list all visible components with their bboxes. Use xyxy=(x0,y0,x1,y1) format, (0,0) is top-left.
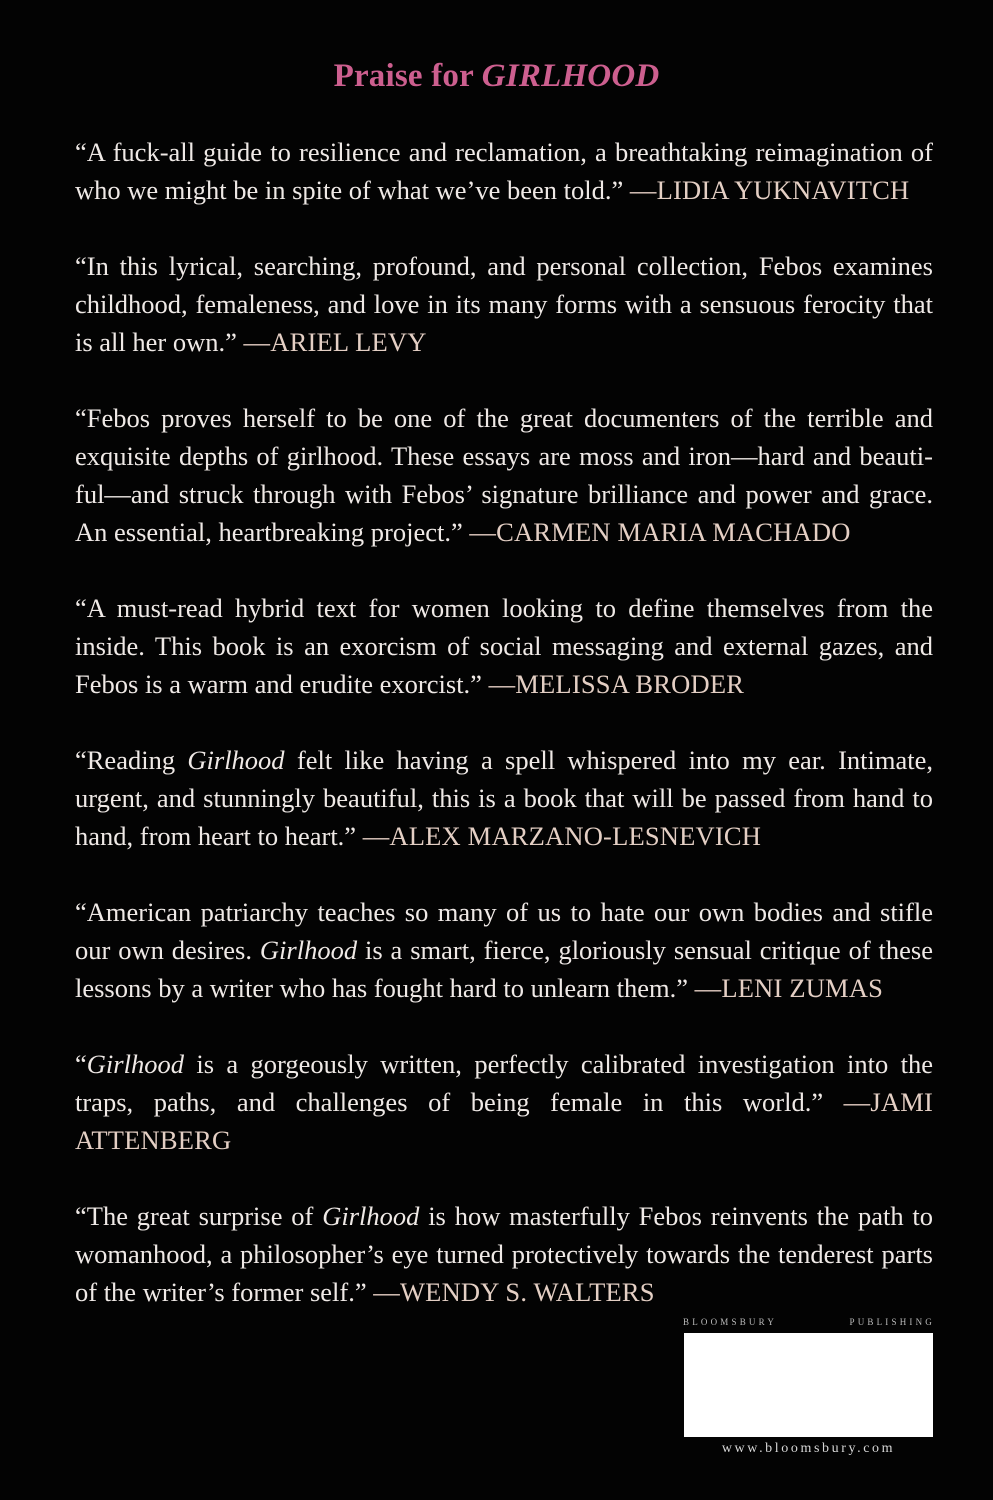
praise-quote xyxy=(75,133,933,209)
quote-text: is how masterfully Febos reinvents the path to womanhood, a philosopher’s eye turned protectively towards the tenderest parts of the writer’s former self.” xyxy=(75,1201,933,1307)
quote-text: is a smart, fierce, gloriously sensual critique of these lessons by a writer who has fought hard to unlearn them.” xyxy=(75,935,933,1003)
quote-attribution: —ARIEL LEVY xyxy=(243,327,427,357)
quote-text: “A must-read hybrid text for women looking to define themselves from the inside. This book is an exorcism of social messaging and external gazes, and Febos is a warm and erudite exorcist.” xyxy=(75,593,933,699)
praise-quote xyxy=(75,399,933,551)
quote-text: “In this lyrical, searching, profound, and personal collection, Febos examines childhood, femaleness, and love in its many forms with a sensuous ferocity that is all her own.” xyxy=(75,251,933,357)
book-title-italic: Girlhood xyxy=(322,1201,420,1231)
quote-text: “A fuck-all guide to resilience and reclamation, a breathtaking reimagination of who we might be in spite of what we’ve been told.” xyxy=(75,137,933,205)
book-title-italic: Girlhood xyxy=(259,935,358,965)
title-prefix: Praise for xyxy=(333,58,482,94)
praise-quote xyxy=(75,893,933,1007)
praise-quote xyxy=(75,1045,933,1159)
quote-text: felt like having a spell whispered into my ear. Intimate, urgent, and stunningly beautiful, this is a book that will be passed from hand to hand, from heart to heart.” xyxy=(75,745,933,851)
quote-attribution: —LENI ZUMAS xyxy=(694,973,884,1003)
quote-attribution: —JAMI ATTENBERG xyxy=(75,1087,933,1155)
praise-quote xyxy=(75,589,933,703)
publisher-website: www.bloomsbury.com xyxy=(721,1441,896,1456)
praise-quote xyxy=(75,247,933,361)
praise-quote xyxy=(75,741,933,855)
quote-attribution: —ALEX MARZANO-LESNEVICH xyxy=(362,821,762,851)
praise-quote xyxy=(75,1197,933,1311)
quote-attribution: —MELISSA BRODER xyxy=(488,669,745,699)
praise-quotes xyxy=(75,133,933,1349)
title-book-name: GIRLHOOD xyxy=(481,58,660,94)
quote-text: “American patriarchy teaches so many of us to hate our own bodies and stifle our own desires. xyxy=(75,897,933,965)
quote-text: is a gorgeously written, perfectly calibrated investigation into the traps, paths, and challenges of being female in this world.” xyxy=(75,1049,933,1117)
page-title xyxy=(0,58,993,95)
quote-text: “ xyxy=(75,1049,87,1079)
quote-text: “Reading xyxy=(75,745,188,775)
publisher-name: BLOOMSBURY PUBLISHING xyxy=(683,1317,935,1327)
quote-attribution: —WENDY S. WALTERS xyxy=(373,1277,655,1307)
quote-attribution: —CARMEN MARIA MACHADO xyxy=(469,517,851,547)
barcode-area xyxy=(684,1333,933,1437)
quote-text: “The great surprise of xyxy=(75,1201,323,1231)
quote-text: “Febos proves herself to be one of the great documenters of the terrible and exquisite depths of girlhood. These essays are moss and iron—hard and beautiful—and struck through with Febos’ signature brilliance and power and grace. An essential, heartbreaking project.” xyxy=(75,403,933,547)
book-title-italic: Girlhood xyxy=(187,745,285,775)
quote-attribution: —LIDIA YUKNAVITCH xyxy=(629,175,910,205)
book-title-italic: Girlhood xyxy=(86,1049,184,1079)
